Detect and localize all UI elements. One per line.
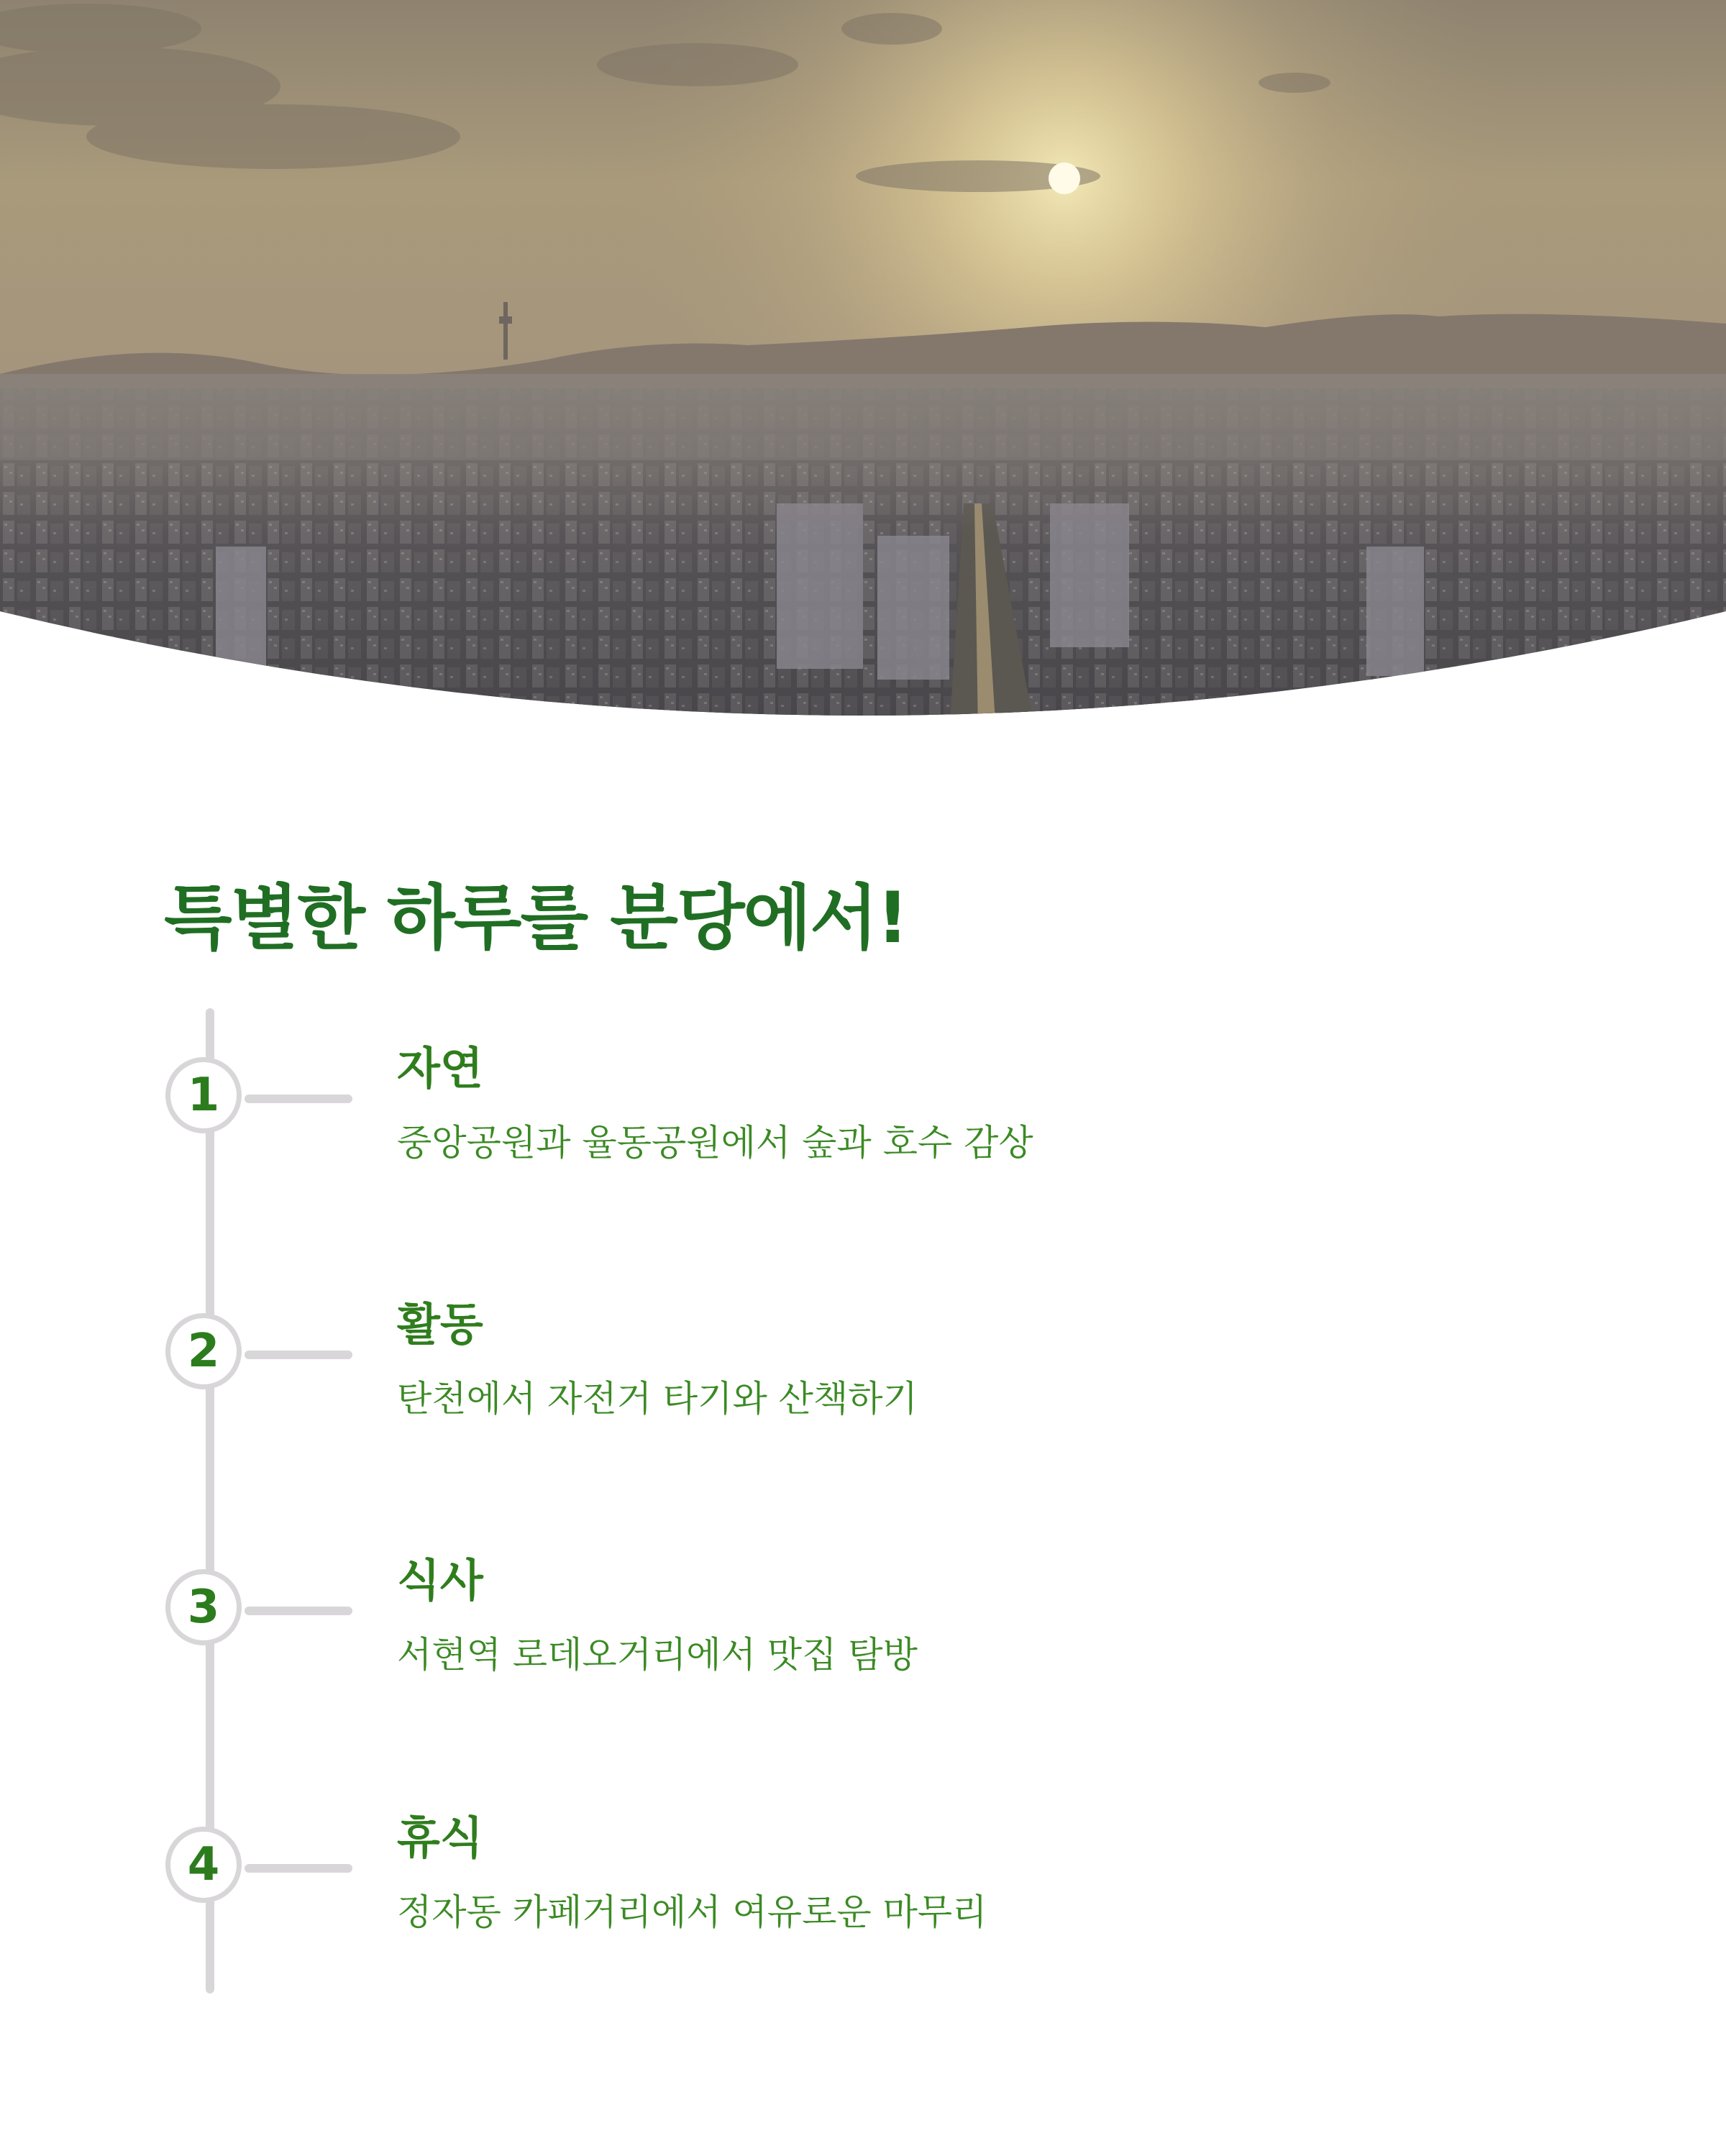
timeline-step: [0, 1552, 1726, 1725]
timeline-step: [0, 1296, 1726, 1468]
step-heading: 휴식: [397, 1812, 483, 1864]
step-connector: [245, 1351, 352, 1359]
step-description: 정자동 카페거리에서 여유로운 마무리: [397, 1891, 987, 1933]
step-number-badge: 2: [165, 1313, 242, 1389]
step-heading: 자연: [397, 1042, 483, 1095]
step-number-badge: 1: [165, 1057, 242, 1133]
step-description: 중앙공원과 율동공원에서 숲과 호수 감상: [397, 1122, 1033, 1164]
timeline-step: [0, 1040, 1726, 1212]
step-description: 탄천에서 자전거 타기와 산책하기: [397, 1378, 918, 1420]
step-number-badge: 3: [165, 1569, 242, 1645]
step-connector: [245, 1095, 352, 1103]
step-heading: 식사: [397, 1554, 483, 1607]
timeline-step: [0, 1809, 1726, 1982]
step-connector: [245, 1607, 352, 1615]
step-number-badge: 4: [165, 1827, 242, 1903]
step-heading: 활동: [397, 1298, 483, 1351]
step-description: 서현역 로데오거리에서 맛집 탐방: [397, 1634, 918, 1676]
hero-city-image: [0, 0, 1726, 734]
step-connector: [245, 1864, 352, 1873]
page-title: 특별한 하루를 분당에서!: [164, 877, 908, 959]
city-skyline-sunset-image: [0, 0, 1726, 734]
